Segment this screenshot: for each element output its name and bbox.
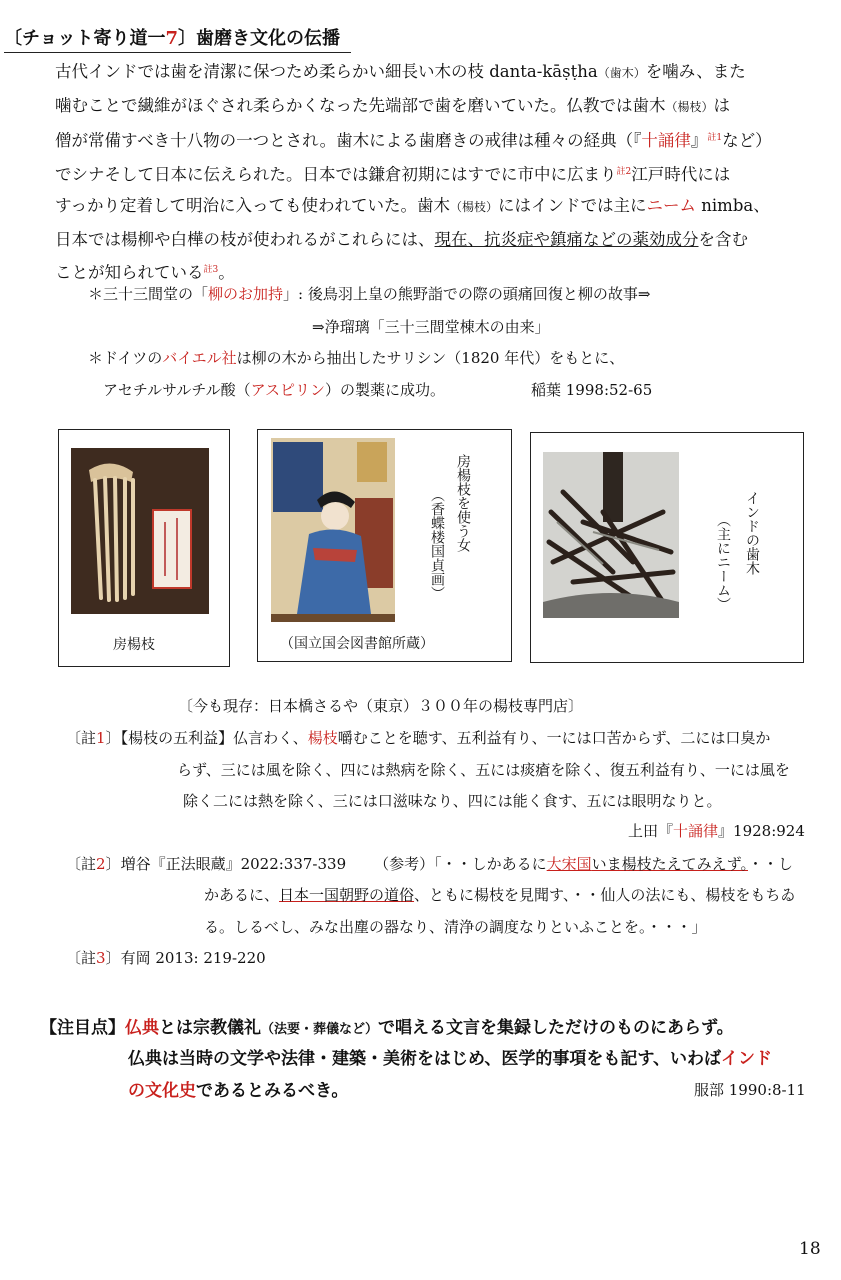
- footnote-3: 〔註3〕有岡 2013: 219-220: [66, 949, 266, 967]
- section-title: 〔チョット寄り道一7〕歯磨き文化の伝播: [4, 24, 351, 53]
- figure-caption: （国立国会図書館所蔵）: [280, 636, 434, 652]
- figure-caption: 房楊枝: [113, 637, 155, 653]
- twig-bundle-icon: [543, 452, 679, 618]
- main-paragraph: [55, 56, 825, 289]
- footnote-2-line: る。しるべし、みな出塵の器なり、清浄の調度なりといふことを。・・・」: [204, 918, 707, 936]
- figure-fusayoji: [58, 429, 230, 667]
- keypoint-line-3: の文化史であるとみるべき。: [128, 1081, 349, 1101]
- para-line: でシナそして日本に伝えられた。日本では鎌倉初期にはすでに市中に広まり$^{註2}$江戸時代には: [55, 164, 731, 184]
- para-line: 古代インドでは歯を清潔に保つため柔らかい細長い木の枝 danta-kāṣṭha（歯木）を噛み、また: [55, 62, 746, 81]
- figure-vertical-subtitle: （香蝶楼国貞画）: [429, 488, 445, 600]
- note-bayer: ＊ドイツのバイエル社は柳の木から抽出したサリシン（1820 年代）をもとに、: [88, 349, 625, 367]
- keypoint-line-1: 【注目点】仏典とは宗教儀礼（法要・葬儀など）で唱える文言を集録しただけのものにあらず。: [40, 1018, 734, 1038]
- fusayoji-photo: [71, 448, 209, 614]
- woman-print-icon: [271, 438, 395, 622]
- figure-ukiyoe: [257, 429, 512, 662]
- figure-vertical-title: インドの歯木: [744, 491, 760, 575]
- footnote-2-line: かあるに、日本一国朝野の道俗、ともに楊枝を見聞す、・・仙人の法にも、楊枝をもちゐ: [204, 886, 796, 904]
- footnote-1: 〔註1〕【楊枝の五利益】仏言わく、楊枝嚼むことを聴す、五利益有り、一には口苦からず、二には口臭か: [66, 729, 771, 747]
- footnote-1-line: らず、三には風を除く、四には熱病を除く、五には痰瘡を除く、復五利益有り、一には風を: [177, 761, 790, 779]
- figure-vertical-title: 房楊枝を使う女: [455, 454, 471, 552]
- footnote-1-line: 除く二には熱を除く、三には口滋味なり、四には能く食す、五には眼明なりと。: [183, 792, 722, 810]
- para-line: すっかり定着して明治に入っても使われていた。歯木（楊枝）にはインドでは主にニーム nimba、: [55, 196, 770, 215]
- shop-caption: 〔今も現存：日本橋さるや（東京）３００年の楊枝専門店〕: [178, 697, 584, 715]
- para-line: 噛むことで繊維がほぐされ柔らかくなった先端部で歯を磨いていた。仏教では歯木（楊枝）は: [55, 95, 731, 115]
- toothpick-brush-icon: [71, 448, 209, 614]
- note-aspirin: アセチルサルチル酸（アスピリン）の製薬に成功。: [103, 381, 446, 399]
- ukiyoe-image: [271, 438, 395, 622]
- keypoint-source: 服部 1990:8-11: [694, 1081, 806, 1099]
- neem-photo: [543, 452, 679, 618]
- note-yanagi: ＊三十三間堂の「柳のお加持」: 後鳥羽上皇の熊野詣での際の頭痛回復と柳の故事⇒: [88, 285, 651, 303]
- figure-neem: [530, 432, 804, 663]
- note-source: 稲葉 1998:52-65: [531, 381, 653, 399]
- para-line: 僧が常備すべき十八物の一つとされ。歯木による歯磨きの戒律は種々の経典（『十誦律』$^{註1}$など）: [55, 131, 772, 150]
- para-line: ことが知られている$^{註3}$。: [55, 263, 235, 282]
- page-number: 18: [799, 1239, 821, 1259]
- footnote-2: 〔註2〕増谷『正法眼蔵』2022:337-339 （参考）「・・しかあるに大宋国いま楊枝たえてみえず。・・し: [66, 855, 793, 873]
- note-joruri: ⇒浄瑠璃「三十三間堂棟木の由来」: [312, 318, 550, 336]
- keypoint-line-2: 仏典は当時の文学や法律・建築・美術をはじめ、医学的事項をも記す、いわばインド: [128, 1049, 772, 1069]
- figure-vertical-subtitle: （主にニーム）: [715, 513, 731, 611]
- para-line: 日本では楊柳や白樺の枝が使われるがこれらには、現在、抗炎症や鎮痛などの薬効成分を含む: [55, 229, 748, 249]
- footnote-1-source: 上田『十誦律』1928:924: [628, 822, 805, 840]
